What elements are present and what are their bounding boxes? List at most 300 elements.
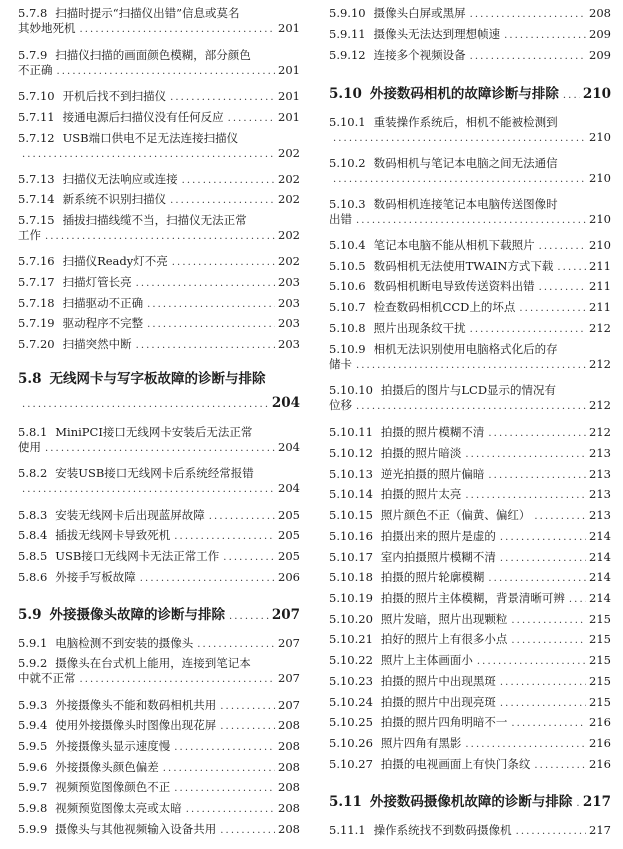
toc-entry-page: 208 xyxy=(278,760,300,774)
toc-entry-number: 5.7.12 xyxy=(18,131,55,145)
toc-entry-page: 214 xyxy=(589,591,611,605)
toc-entry-page: 211 xyxy=(589,300,611,314)
toc-entry[interactable] xyxy=(329,48,611,63)
toc-entry-title: 视频预览图像颜色不正 xyxy=(55,780,171,794)
toc-entry[interactable] xyxy=(18,801,300,816)
toc-entry[interactable] xyxy=(18,549,300,564)
toc-entry[interactable] xyxy=(18,131,300,161)
dot-leader xyxy=(223,550,275,565)
toc-entry-page: 216 xyxy=(589,715,611,729)
toc-entry[interactable] xyxy=(329,757,611,772)
dot-leader xyxy=(174,781,275,796)
dot-leader xyxy=(488,571,586,586)
toc-entry[interactable] xyxy=(329,612,611,627)
toc-entry-page: 208 xyxy=(589,6,611,20)
toc-entry-number: 5.7.8 xyxy=(18,6,48,20)
toc-entry[interactable] xyxy=(18,192,300,207)
toc-entry[interactable] xyxy=(329,27,611,42)
dot-leader xyxy=(186,802,275,817)
toc-entry-page: 215 xyxy=(589,695,611,709)
toc-entry-page: 214 xyxy=(589,529,611,543)
toc-entry-page: 205 xyxy=(278,549,300,563)
dot-leader xyxy=(333,172,586,187)
toc-entry-title: 拍摄的照片主体模糊，背景清晰可辨 xyxy=(380,591,565,605)
toc-entry-page: 212 xyxy=(589,398,611,412)
toc-entry-number: 5.8.3 xyxy=(18,508,48,522)
dot-leader xyxy=(500,675,586,690)
toc-entry-number: 5.9.4 xyxy=(18,718,48,732)
toc-entry-page: 213 xyxy=(589,446,611,460)
toc-entry[interactable] xyxy=(329,6,611,21)
toc-entry[interactable] xyxy=(18,296,300,311)
toc-entry[interactable] xyxy=(18,466,300,496)
toc-entry[interactable] xyxy=(18,110,300,125)
toc-entry-title: 安装无线网卡后出现蓝屏故障 xyxy=(55,508,205,522)
toc-entry-title: MiniPCI接口无线网卡安装后无法正常 xyxy=(55,425,253,439)
toc-entry[interactable] xyxy=(329,279,611,294)
dot-leader xyxy=(333,131,586,146)
toc-entry-title: 逆光拍摄的照片偏暗 xyxy=(380,467,485,481)
dot-leader xyxy=(356,213,586,228)
toc-entry[interactable] xyxy=(329,570,611,585)
dot-leader xyxy=(563,88,580,103)
toc-entry-page: 201 xyxy=(278,21,300,35)
toc-entry-page: 215 xyxy=(589,612,611,626)
toc-entry-number: 5.7.19 xyxy=(18,316,55,330)
toc-entry-number: 5.11.1 xyxy=(329,823,366,837)
toc-entry-page: 202 xyxy=(278,192,300,206)
toc-entry-title: 拍好的照片上有很多小点 xyxy=(380,632,508,646)
toc-entry-number: 5.10.14 xyxy=(329,487,373,501)
toc-entry-page: 214 xyxy=(589,570,611,584)
toc-entry-title: 拍摄的照片模糊不清 xyxy=(380,425,485,439)
toc-entry[interactable] xyxy=(18,213,300,243)
toc-entry-title: 摄像头在台式机上能用，连接到笔记本 xyxy=(55,656,251,670)
toc-entry-title: 照片出现条纹干扰 xyxy=(373,321,466,335)
toc-entry-number: 5.9.2 xyxy=(18,656,48,670)
toc-entry-title: 接通电源后扫描仪没有任何反应 xyxy=(62,110,224,124)
toc-entry-number: 5.8.2 xyxy=(18,466,48,480)
toc-entry-number: 5.9.5 xyxy=(18,739,48,753)
toc-entry[interactable] xyxy=(329,653,611,668)
toc-section-heading[interactable] xyxy=(18,608,300,626)
toc-entry-number: 5.10.11 xyxy=(329,425,373,439)
toc-entry[interactable] xyxy=(18,570,300,585)
dot-leader xyxy=(511,633,586,648)
dot-leader xyxy=(488,426,586,441)
toc-entry[interactable] xyxy=(329,197,611,227)
toc-entry-title: 摄像头白屏或黑屏 xyxy=(373,6,466,20)
dot-leader xyxy=(470,322,586,337)
toc-entry[interactable] xyxy=(18,760,300,775)
dot-leader xyxy=(356,358,586,373)
toc-entry-page: 212 xyxy=(589,357,611,371)
toc-entry-page: 210 xyxy=(589,238,611,252)
toc-entry[interactable] xyxy=(329,550,611,565)
toc-entry-number: 5.9.7 xyxy=(18,780,48,794)
toc-entry-number: 5.9.12 xyxy=(329,48,366,62)
toc-entry-title: 工作 xyxy=(18,228,41,242)
dot-leader xyxy=(80,672,276,687)
toc-entry[interactable] xyxy=(329,632,611,647)
toc-entry-page: 202 xyxy=(278,146,300,160)
toc-entry-number: 5.10.17 xyxy=(329,550,373,564)
toc-entry-title: 无线网卡与写字板故障的诊断与排除 xyxy=(49,371,266,387)
toc-entry-number: 5.10.8 xyxy=(329,321,366,335)
toc-entry-title: 外接摄像头显示速度慢 xyxy=(55,739,171,753)
dot-leader xyxy=(220,699,275,714)
toc-entry-title: 照片颜色不正（偏黄、偏红） xyxy=(380,508,531,522)
toc-entry-number: 5.10.21 xyxy=(329,632,373,646)
toc-entry-page: 208 xyxy=(278,739,300,753)
toc-entry-number: 5.7.11 xyxy=(18,110,55,124)
toc-entry-title: 位移 xyxy=(329,398,352,412)
toc-entry-page: 213 xyxy=(589,508,611,522)
toc-entry-page: 207 xyxy=(278,636,300,650)
toc-entry[interactable] xyxy=(329,695,611,710)
toc-entry-title: 重装操作系统后，相机不能被检测到 xyxy=(373,115,558,129)
toc-section-heading[interactable] xyxy=(329,87,611,105)
toc-entry-title: 不正确 xyxy=(18,63,53,77)
toc-entry[interactable] xyxy=(329,823,611,838)
dot-leader xyxy=(229,609,269,624)
toc-entry-page: 203 xyxy=(278,296,300,310)
toc-entry[interactable] xyxy=(18,172,300,187)
dot-leader xyxy=(197,637,275,652)
toc-entry-title: 检查数码相机CCD上的坏点 xyxy=(373,300,516,314)
toc-entry[interactable] xyxy=(329,383,611,413)
dot-leader xyxy=(182,173,275,188)
toc-entry-number: 5.9 xyxy=(18,607,42,623)
toc-entry-title: 驱动程序不完整 xyxy=(62,316,144,330)
toc-entry-number: 5.10.19 xyxy=(329,591,373,605)
toc-entry[interactable] xyxy=(18,636,300,651)
toc-entry-number: 5.10.7 xyxy=(329,300,366,314)
toc-entry-title: 外接摄像头颜色偏差 xyxy=(55,760,159,774)
toc-entry-title: 安装USB接口无线网卡后系统经常报错 xyxy=(55,466,254,480)
toc-entry-title: 照片四角有黑影 xyxy=(380,736,462,750)
toc-entry-number: 5.7.20 xyxy=(18,337,55,351)
toc-entry-number: 5.10.9 xyxy=(329,342,366,356)
toc-entry-page: 211 xyxy=(589,279,611,293)
toc-entry-title: 外接手写板故障 xyxy=(55,570,136,584)
toc-entry[interactable] xyxy=(18,316,300,331)
dot-leader xyxy=(477,654,586,669)
toc-entry[interactable] xyxy=(18,656,300,686)
toc-entry-page: 201 xyxy=(278,63,300,77)
toc-entry-title: 拍摄的照片中出现亮斑 xyxy=(380,695,496,709)
toc-entry-page: 215 xyxy=(589,632,611,646)
toc-entry-number: 5.9.6 xyxy=(18,760,48,774)
dot-leader xyxy=(465,737,586,752)
toc-entry[interactable] xyxy=(329,446,611,461)
toc-entry[interactable] xyxy=(329,115,611,145)
toc-entry-number: 5.10.23 xyxy=(329,674,373,688)
toc-entry-title: 扫描时提示“扫描仪出错”信息或莫名 xyxy=(55,6,240,20)
toc-entry-number: 5.10.1 xyxy=(329,115,366,129)
toc-entry-page: 207 xyxy=(271,607,300,623)
toc-entry-page: 205 xyxy=(278,508,300,522)
toc-entry-title: 其妙地死机 xyxy=(18,21,76,35)
toc-entry-number: 5.10 xyxy=(329,86,362,102)
toc-entry-number: 5.7.18 xyxy=(18,296,55,310)
toc-entry-number: 5.10.25 xyxy=(329,715,373,729)
toc-entry[interactable] xyxy=(329,156,611,186)
dot-leader xyxy=(356,399,586,414)
toc-entry[interactable] xyxy=(18,528,300,543)
toc-entry[interactable] xyxy=(329,321,611,336)
toc-entry-title: 使用外接摄像头时图像出现花屏 xyxy=(55,718,217,732)
toc-entry-number: 5.9.1 xyxy=(18,636,48,650)
toc-entry-title: 外接数码相机的故障诊断与排除 xyxy=(369,86,559,102)
toc-entry-title: USB接口无线网卡无法正常工作 xyxy=(55,549,220,563)
toc-entry-number: 5.10.10 xyxy=(329,383,373,397)
toc-entry-title: 扫描仪扫描的画面颜色模糊，部分颜色 xyxy=(55,48,251,62)
toc-entry-number: 5.10.22 xyxy=(329,653,373,667)
dot-leader xyxy=(147,297,275,312)
toc-entry[interactable] xyxy=(329,715,611,730)
dot-leader xyxy=(465,447,586,462)
toc-entry[interactable] xyxy=(329,591,611,606)
toc-entry-title: 拍摄的照片中出现黑斑 xyxy=(380,674,496,688)
toc-entry-number: 5.7.16 xyxy=(18,254,55,268)
toc-entry[interactable] xyxy=(18,718,300,733)
toc-entry-number: 5.9.11 xyxy=(329,27,366,41)
dot-leader xyxy=(511,716,586,731)
toc-entry-number: 5.9.10 xyxy=(329,6,366,20)
dot-leader xyxy=(228,111,275,126)
toc-entry-title: 拍摄的照片轮廓模糊 xyxy=(380,570,485,584)
toc-entry-page: 210 xyxy=(589,171,611,185)
dot-leader xyxy=(576,796,579,811)
toc-entry-page: 202 xyxy=(278,228,300,242)
toc-entry[interactable] xyxy=(18,89,300,104)
toc-entry-title: 外接摄像头不能和数码相机共用 xyxy=(55,698,217,712)
toc-entry-page: 203 xyxy=(278,316,300,330)
toc-entry-title: 操作系统找不到数码摄像机 xyxy=(373,823,512,837)
toc-entry-title: 数码相机无法使用TWAIN方式下载 xyxy=(373,259,554,273)
toc-entry[interactable] xyxy=(329,529,611,544)
toc-entry-page: 208 xyxy=(278,780,300,794)
toc-entry-page: 214 xyxy=(589,550,611,564)
toc-entry[interactable] xyxy=(18,275,300,290)
dot-leader xyxy=(539,280,586,295)
toc-entry-page: 212 xyxy=(589,425,611,439)
toc-entry-title: 摄像头与其他视频输入设备共用 xyxy=(55,822,217,836)
toc-entry-page: 216 xyxy=(589,736,611,750)
toc-entry-title: 扫描仪Ready灯不亮 xyxy=(62,254,168,268)
toc-entry-page: 209 xyxy=(589,27,611,41)
toc-entry-title: 插拔无线网卡导致死机 xyxy=(55,528,171,542)
toc-entry-title: 扫描驱动不正确 xyxy=(62,296,144,310)
toc-entry-page: 210 xyxy=(589,212,611,226)
toc-entry-title: 相机无法识别使用电脑格式化后的存 xyxy=(373,342,558,356)
toc-entry-title: 数码相机断电导致传送资料出错 xyxy=(373,279,535,293)
dot-leader xyxy=(174,529,275,544)
toc-entry-title: USB端口供电不足无法连接扫描仪 xyxy=(62,131,239,145)
dot-leader xyxy=(174,740,275,755)
toc-entry[interactable] xyxy=(18,337,300,352)
toc-entry[interactable] xyxy=(329,425,611,440)
toc-entry[interactable] xyxy=(18,48,300,78)
toc-entry[interactable] xyxy=(329,238,611,253)
toc-entry-number: 5.8 xyxy=(18,371,42,387)
dot-leader xyxy=(500,551,586,566)
toc-entry-title: 使用 xyxy=(18,440,41,454)
toc-entry[interactable] xyxy=(18,739,300,754)
toc-entry-page: 204 xyxy=(271,395,300,411)
toc-entry-page: 204 xyxy=(278,481,300,495)
dot-leader xyxy=(163,761,275,776)
toc-entry-page: 210 xyxy=(589,130,611,144)
toc-entry-number: 5.10.16 xyxy=(329,529,373,543)
dot-leader xyxy=(465,488,586,503)
dot-leader xyxy=(22,482,275,497)
toc-entry-title: 插拔扫描线缆不当，扫描仪无法正常 xyxy=(62,213,247,227)
dot-leader xyxy=(516,824,586,839)
toc-entry[interactable] xyxy=(329,736,611,751)
dot-leader xyxy=(147,317,275,332)
dot-leader xyxy=(209,509,275,524)
dot-leader xyxy=(57,64,276,79)
toc-entry-number: 5.10.24 xyxy=(329,695,373,709)
toc-entry[interactable] xyxy=(329,674,611,689)
toc-entry-page: 206 xyxy=(278,570,300,584)
toc-entry[interactable] xyxy=(18,698,300,713)
toc-entry-number: 5.10.27 xyxy=(329,757,373,771)
toc-section-heading[interactable] xyxy=(329,795,611,813)
toc-entry-title: 新系统不识别扫描仪 xyxy=(62,192,167,206)
toc-entry-page: 203 xyxy=(278,275,300,289)
dot-leader xyxy=(539,239,586,254)
dot-leader xyxy=(172,255,275,270)
toc-entry-title: 拍摄后的图片与LCD显示的情况有 xyxy=(380,383,557,397)
toc-entry-number: 5.10.3 xyxy=(329,197,366,211)
toc-entry[interactable] xyxy=(18,508,300,523)
toc-entry-number: 5.7.13 xyxy=(18,172,55,186)
toc-entry-title: 视频预览图像太亮或太暗 xyxy=(55,801,182,815)
dot-leader xyxy=(534,758,586,773)
toc-entry-title: 扫描灯管长亮 xyxy=(62,275,132,289)
toc-entry-page: 205 xyxy=(278,528,300,542)
dot-leader xyxy=(470,7,586,22)
toc-entry-page: 207 xyxy=(278,671,300,685)
toc-entry-number: 5.10.20 xyxy=(329,612,373,626)
dot-leader xyxy=(22,397,269,412)
dot-leader xyxy=(569,592,586,607)
toc-entry-number: 5.9.8 xyxy=(18,801,48,815)
toc-entry-page: 216 xyxy=(589,757,611,771)
toc-entry-title: 电脑检测不到安装的摄像头 xyxy=(55,636,194,650)
toc-entry[interactable] xyxy=(329,259,611,274)
toc-entry-page: 209 xyxy=(589,48,611,62)
toc-entry-number: 5.7.14 xyxy=(18,192,55,206)
toc-entry-title: 扫描仪无法响应或连接 xyxy=(62,172,178,186)
dot-leader xyxy=(500,530,586,545)
toc-entry-title: 照片发暗，照片出现颗粒 xyxy=(380,612,508,626)
toc-entry-title: 拍摄的照片太亮 xyxy=(380,487,462,501)
toc-entry-title: 拍摄的照片四角明暗不一 xyxy=(380,715,508,729)
toc-entry-number: 5.8.1 xyxy=(18,425,48,439)
toc-entry-page: 208 xyxy=(278,822,300,836)
toc-entry-page: 212 xyxy=(589,321,611,335)
toc-entry-page: 208 xyxy=(278,718,300,732)
toc-entry-number: 5.10.6 xyxy=(329,279,366,293)
dot-leader xyxy=(80,22,276,37)
toc-entry-title: 拍摄的电视画面上有快门条纹 xyxy=(380,757,531,771)
dot-leader xyxy=(500,696,586,711)
dot-leader xyxy=(519,301,586,316)
toc-entry-page: 208 xyxy=(278,801,300,815)
toc-entry-page: 202 xyxy=(278,254,300,268)
toc-entry-number: 5.10.4 xyxy=(329,238,366,252)
toc-entry[interactable] xyxy=(329,508,611,523)
toc-entry-number: 5.10.2 xyxy=(329,156,366,170)
toc-entry-number: 5.8.4 xyxy=(18,528,48,542)
toc-entry-number: 5.11 xyxy=(329,794,362,810)
dot-leader xyxy=(140,571,275,586)
toc-entry-title: 室内拍摄照片模糊不清 xyxy=(380,550,496,564)
toc-entry-page: 217 xyxy=(582,794,611,810)
dot-leader xyxy=(511,613,586,628)
toc-entry[interactable] xyxy=(18,425,300,455)
toc-entry-page: 204 xyxy=(278,440,300,454)
dot-leader xyxy=(220,823,275,838)
toc-entry-title: 连接多个视频设备 xyxy=(373,48,466,62)
toc-entry[interactable] xyxy=(329,487,611,502)
dot-leader xyxy=(170,90,275,105)
toc-entry-title: 外接摄像头故障的诊断与排除 xyxy=(49,607,225,623)
toc-entry-title: 数码相机连接笔记本电脑传送图像时 xyxy=(373,197,558,211)
toc-entry-title: 摄像头无法达到理想帧速 xyxy=(373,27,501,41)
toc-entry[interactable] xyxy=(18,254,300,269)
toc-entry-number: 5.8.6 xyxy=(18,570,48,584)
toc-entry-page: 210 xyxy=(582,86,611,102)
dot-leader xyxy=(488,468,586,483)
toc-entry-number: 5.9.3 xyxy=(18,698,48,712)
toc-entry-page: 215 xyxy=(589,674,611,688)
toc-entry-number: 5.10.13 xyxy=(329,467,373,481)
toc-entry-page: 213 xyxy=(589,467,611,481)
toc-entry-number: 5.9.9 xyxy=(18,822,48,836)
toc-entry[interactable] xyxy=(329,467,611,482)
toc-entry-number: 5.10.12 xyxy=(329,446,373,460)
toc-entry-title: 外接数码摄像机故障的诊断与排除 xyxy=(369,794,573,810)
toc-entry-title: 照片上主体画面小 xyxy=(380,653,473,667)
toc-entry[interactable] xyxy=(18,6,300,36)
toc-entry-page: 215 xyxy=(589,653,611,667)
dot-leader xyxy=(534,509,586,524)
toc-entry[interactable] xyxy=(329,342,611,372)
toc-entry-number: 5.8.5 xyxy=(18,549,48,563)
toc-entry-number: 5.10.15 xyxy=(329,508,373,522)
toc-entry[interactable] xyxy=(18,822,300,837)
toc-entry-title: 出错 xyxy=(329,212,352,226)
toc-entry-title: 开机后找不到扫描仪 xyxy=(62,89,167,103)
toc-entry[interactable] xyxy=(18,780,300,795)
toc-entry-page: 201 xyxy=(278,110,300,124)
toc-entry-number: 5.7.15 xyxy=(18,213,55,227)
toc-entry[interactable] xyxy=(329,300,611,315)
toc-entry-page: 202 xyxy=(278,172,300,186)
toc-section-heading[interactable] xyxy=(18,372,300,414)
dot-leader xyxy=(136,338,275,353)
toc-entry-page: 213 xyxy=(589,487,611,501)
toc-entry-title: 笔记本电脑不能从相机下载照片 xyxy=(373,238,535,252)
toc-entry-page: 217 xyxy=(589,823,611,837)
toc-entry-number: 5.10.5 xyxy=(329,259,366,273)
dot-leader xyxy=(22,147,275,162)
